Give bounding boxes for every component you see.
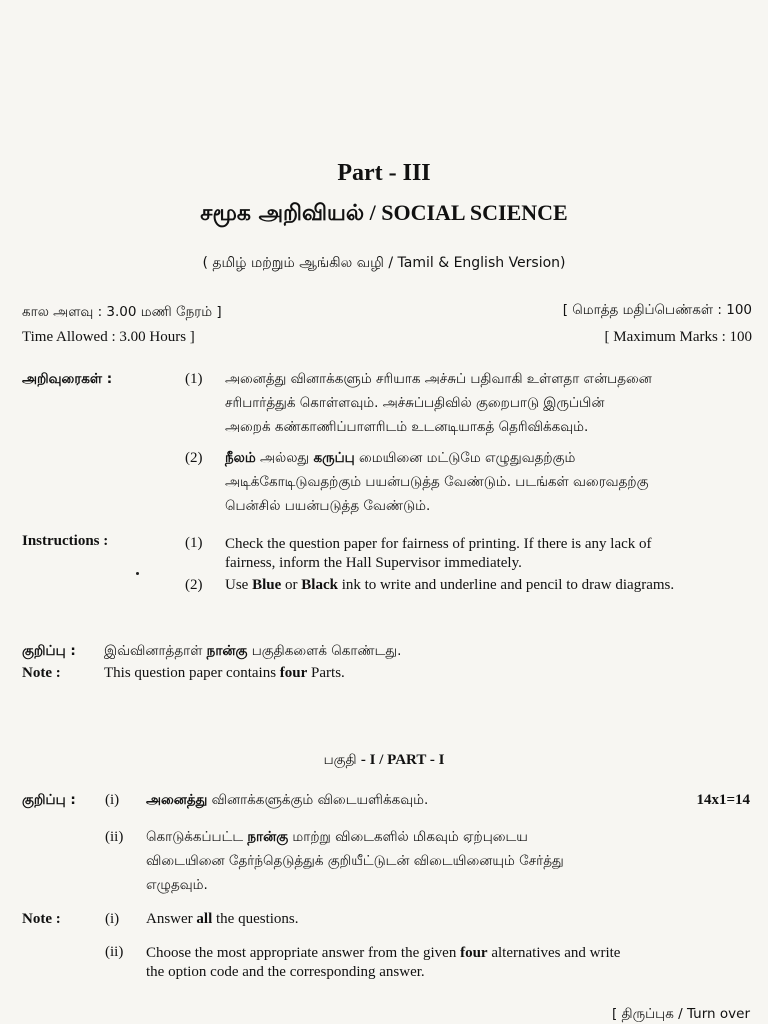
part1-english-2-pre: Choose the most appropriate answer from the given <box>146 945 461 961</box>
all-tamil: அனைத்து <box>146 792 208 808</box>
or-english: or <box>281 577 302 593</box>
part1-tamil-2-line3: எழுதவும். <box>146 877 208 893</box>
note-tamil-label: குறிப்பு : <box>22 643 76 659</box>
instruction-english-1-line1: Check the question paper for fairness of printing. If there is any lack of <box>225 536 652 552</box>
instruction-tamil-1 <box>225 367 652 439</box>
blue-tamil: நீலம் <box>225 450 256 466</box>
instruction-tamil-1-line3: அறைக் கண்காணிப்பாளரிடம் உடனடியாகத் தெரிவிக்கவும். <box>225 419 589 435</box>
part1-english-2 <box>146 944 620 982</box>
part1-tamil-2-line1 <box>146 825 564 849</box>
instruction-tamil-1-num: (1) <box>185 371 203 387</box>
black-english: Black <box>301 577 338 593</box>
instructions-tamil-label: அறிவுரைகள் : <box>22 371 113 387</box>
part1-english-2-num: (ii) <box>105 944 124 960</box>
subject-tamil: சமூக அறிவியல் <box>200 201 365 226</box>
part1-english-2-line1 <box>146 944 620 963</box>
part1-tamil-2-pre: கொடுக்கப்பட்ட <box>146 829 248 845</box>
instruction-english-2-num: (2) <box>185 577 203 593</box>
instruction-english-1 <box>225 535 652 573</box>
or-tamil: அல்லது <box>255 450 314 466</box>
black-tamil: கருப்பு <box>313 450 355 466</box>
part1-tamil-1-num: (i) <box>105 792 120 808</box>
marks-tamil: [ மொத்த மதிப்பெண்கள் : 100 <box>562 302 752 318</box>
time-tamil: கால அளவு : 3.00 மணி நேரம் ] <box>22 304 222 320</box>
part1-tamil-1-rest: வினாக்களுக்கும் விடையளிக்கவும். <box>207 792 429 808</box>
note-tamil-post: பகுதிகளைக் கொண்டது. <box>247 643 402 659</box>
instruction-english-2-rest: ink to write and underline and pencil to draw diagrams. <box>337 577 675 593</box>
subject-title <box>0 200 768 229</box>
ink-dot <box>136 572 139 575</box>
answer-text: Answer <box>146 911 197 927</box>
part1-english-1-post: the questions. <box>212 911 299 927</box>
note-english-post: Parts. <box>307 665 345 681</box>
instruction-english-1-num: (1) <box>185 535 203 551</box>
note-english-text <box>104 665 345 682</box>
part1-tamil-2-num: (ii) <box>105 829 124 845</box>
instruction-english-2 <box>225 577 674 594</box>
time-english: Time Allowed : 3.00 Hours ] <box>22 329 195 345</box>
instruction-tamil-2-num: (2) <box>185 450 203 466</box>
part1-tamil-label: குறிப்பு : <box>22 792 76 808</box>
part1-english-label: Note : <box>22 911 61 927</box>
instruction-tamil-1-line1: அனைத்து வினாக்களும் சரியாக அச்சுப் பதிவாகி உள்ளதா என்பதனை <box>225 371 652 387</box>
note-english-pre: This question paper contains <box>104 665 280 681</box>
instruction-tamil-2-line1 <box>225 446 649 470</box>
instruction-english-1-line2: fairness, inform the Hall Supervisor immediately. <box>225 555 522 571</box>
part1-english-1-num: (i) <box>105 911 120 927</box>
part1-heading-rest: - I / PART - I <box>360 752 445 768</box>
part1-english-1 <box>146 911 299 928</box>
use-text: Use <box>225 577 253 593</box>
four-english-2: four <box>460 945 488 961</box>
part1-tamil-2 <box>146 825 564 897</box>
turn-over: [ திருப்புக / Turn over <box>611 1006 750 1022</box>
part1-english-2-line2: the option code and the corresponding answer. <box>146 964 425 980</box>
note-tamil-pre: இவ்வினாத்தாள் <box>104 643 207 659</box>
instruction-tamil-1-line2: சரிபார்த்துக் கொள்ளவும். அச்சுப்பதிவில் குறைபாடு இருப்பின் <box>225 395 605 411</box>
four-english: four <box>279 665 308 681</box>
part1-heading <box>0 752 768 770</box>
blue-english: Blue <box>252 577 282 593</box>
part-title: Part - III <box>337 160 431 186</box>
part1-heading-tamil: பகுதி <box>323 752 361 768</box>
subject-english: SOCIAL SCIENCE <box>381 200 568 225</box>
version-line: ( தமிழ் மற்றும் ஆங்கில வழி / Tamil & English Version) <box>202 255 566 271</box>
part1-marks: 14x1=14 <box>696 792 750 808</box>
part1-tamil-1 <box>146 792 428 810</box>
instruction-tamil-2-line2: அடிக்கோடிடுவதற்கும் பயன்படுத்த வேண்டும். படங்கள் வரைவதற்கு <box>225 474 649 490</box>
instruction-tamil-2-rest: மையினை மட்டுமே எழுதுவதற்கும் <box>354 450 576 466</box>
note-tamil-text <box>104 643 401 661</box>
subject-separator: / <box>364 200 382 225</box>
part1-tamil-2-line2: விடையினை தேர்ந்தெடுத்துக் குறியீட்டுடன் விடையினையும் சேர்த்து <box>146 853 564 869</box>
part1-english-2-post: alternatives and write <box>487 945 621 961</box>
instruction-tamil-2 <box>225 446 649 518</box>
note-english-label: Note : <box>22 665 61 681</box>
marks-english: [ Maximum Marks : 100 <box>604 329 752 345</box>
instruction-tamil-2-line3: பென்சில் பயன்படுத்த வேண்டும். <box>225 498 431 514</box>
part1-tamil-2-rest: மாற்று விடைகளில் மிகவும் ஏற்புடைய <box>288 829 528 845</box>
four-tamil: நான்கு <box>206 643 248 659</box>
all-english: all <box>196 911 213 927</box>
four-tamil-2: நான்கு <box>247 829 289 845</box>
instructions-english-label: Instructions : <box>22 533 109 549</box>
